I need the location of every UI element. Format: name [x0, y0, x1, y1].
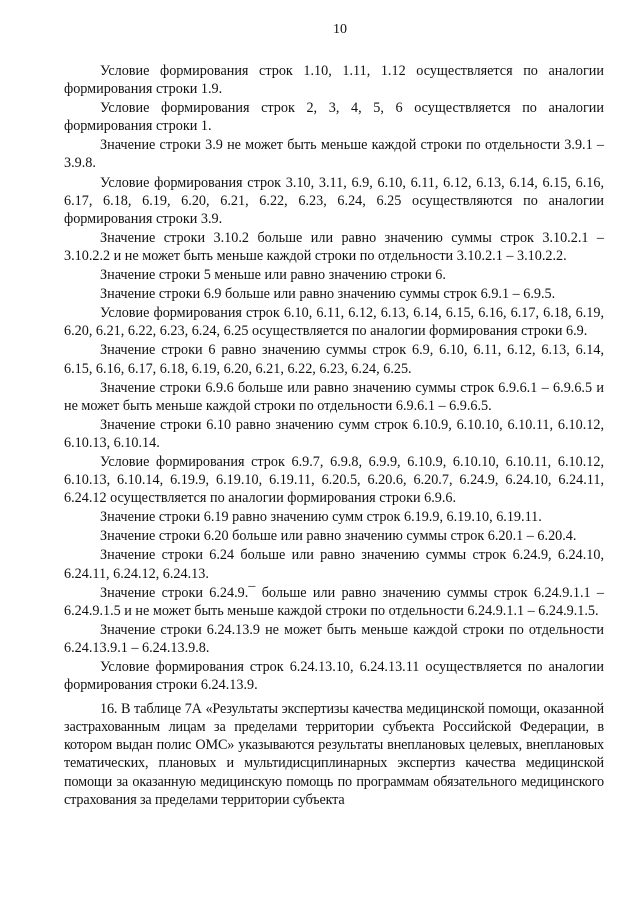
paragraph: Значение строки 5 меньше или равно значению строки 6.	[100, 267, 446, 284]
paragraph: Значение строки 6.10 равно значению сумм строк 6.10.9, 6.10.10, 6.10.11, 6.10.12, 6.10.13, 6.10.14.	[64, 416, 604, 451]
paragraph: Значение строки 6.9.6 больше или равно значению суммы строк 6.9.6.1 – 6.9.6.5 и не может быть меньше каждой строки по отдельности 6.9.6.1 – 6.9.6.5.	[64, 379, 604, 414]
paragraph: Условие формирования строк 6.24.13.10, 6.24.13.11 осуществляется по аналогии формирования строки 6.24.13.9.	[64, 659, 604, 694]
paragraph: Значение строки 6.9 больше или равно значению суммы строк 6.9.1 – 6.9.5.	[100, 286, 556, 303]
paragraph: Значение строки 6.24 больше или равно значению суммы строк 6.24.9, 6.24.10, 6.24.11, 6.24.12, 6.24.13.	[64, 547, 604, 582]
paragraph: Условие формирования строк 6.10, 6.11, 6.12, 6.13, 6.14, 6.15, 6.16, 6.17, 6.18, 6.19, 6.20, 6.21, 6.22, 6.23, 6.24, 6.25 осуществляется по аналогии формирования строки 6.9.	[64, 305, 604, 340]
paragraph: Условие формирования строк 1.10, 1.11, 1.12 осуществляется по аналогии формирования строки 1.9.	[64, 63, 604, 98]
paragraph: Значение строки 6.24.9.¯ больше или равно значению суммы строк 6.24.9.1.1 – 6.24.9.1.5 и не может быть меньше каждой строки по отдельности 6.24.9.1.1 – 6.24.9.1.5.	[64, 584, 604, 619]
paragraph: Значение строки 6 равно значению суммы строк 6.9, 6.10, 6.11, 6.12, 6.13, 6.14, 6.15, 6.16, 6.17, 6.18, 6.19, 6.20, 6.21, 6.22, 6.23, 6.24, 6.25.	[64, 342, 604, 377]
paragraph: Условие формирования строк 2, 3, 4, 5, 6 осуществляется по аналогии формирования строки 1.	[64, 100, 604, 135]
paragraph: Значение строки 3.9 не может быть меньше каждой строки по отдельности 3.9.1 – 3.9.8.	[64, 137, 604, 172]
paragraph: Значение строки 6.24.13.9 не может быть меньше каждой строки по отдельности 6.24.13.9.1 – 6.24.13.9.8.	[64, 621, 604, 656]
paragraph: Значение строки 3.10.2 больше или равно значению суммы строк 3.10.2.1 – 3.10.2.2 и не может быть меньше каждой строки по отдельности 3.10.2.1 – 3.10.2.2.	[64, 229, 604, 264]
paragraph: Значение строки 6.19 равно значению сумм строк 6.19.9, 6.19.10, 6.19.11.	[100, 509, 542, 526]
paragraph: Условие формирования строк 3.10, 3.11, 6.9, 6.10, 6.11, 6.12, 6.13, 6.14, 6.15, 6.16, 6.17, 6.18, 6.19, 6.20, 6.21, 6.22, 6.23, 6.24, 6.25 осуществляются по аналогии формирования строки 3.9.	[64, 174, 604, 227]
paragraph: Условие формирования строк 6.9.7, 6.9.8, 6.9.9, 6.10.9, 6.10.10, 6.10.11, 6.10.12, 6.10.13, 6.10.14, 6.19.9, 6.19.10, 6.19.11, 6.20.5, 6.20.6, 6.20.7, 6.24.9, 6.24.10, 6.24.11, 6.24.12 осуществляется по аналогии формирования строки 6.9.6.	[64, 453, 604, 507]
section-16-paragraph: 16. В таблице 7А «Результаты экспертизы качества медицинской помощи, оказанной застрахованным лицам за пределами территории субъекта Российской Федерации, в котором выдан полис ОМС» указываются результаты внеплановых целевых, внеплановых тематических, плановых и мультидисциплинарных экспертиз качества медицинской помощи за оказанную медицинскую помощь по программам обязательного медицинского страхования за пределами территории субъекта	[64, 701, 604, 808]
page-number: 10	[333, 22, 347, 37]
paragraph: Значение строки 6.20 больше или равно значению суммы строк 6.20.1 – 6.20.4.	[100, 528, 577, 545]
